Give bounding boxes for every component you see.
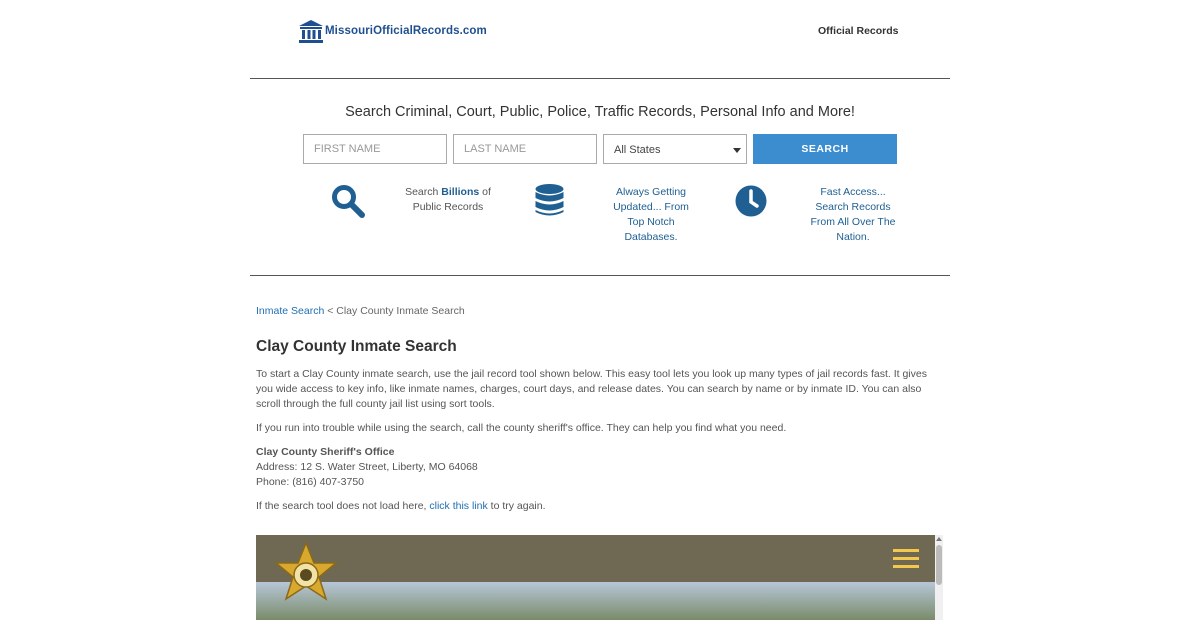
retry-paragraph <box>256 499 940 514</box>
state-select[interactable] <box>603 134 747 164</box>
section-divider <box>250 275 950 276</box>
search-button[interactable]: SEARCH <box>753 134 897 164</box>
feature-billions-post: of Public Records <box>412 186 491 213</box>
office-phone: Phone: (816) 407-3750 <box>256 476 364 488</box>
site-logo[interactable] <box>298 19 487 43</box>
breadcrumb-inmate-search[interactable]: Inmate Search <box>256 305 325 317</box>
breadcrumb-separator: < <box>324 305 337 317</box>
header-divider <box>250 78 950 79</box>
feature-fast <box>808 185 898 245</box>
feature-updated <box>608 185 694 245</box>
sheriff-badge-icon <box>273 541 339 613</box>
sheriff-office-block <box>256 445 940 490</box>
site-header <box>0 0 1200 79</box>
retry-post: to try again. <box>487 500 546 512</box>
search-headline: Search Criminal, Court, Public, Police, Traffic Records, Personal Info and More! <box>345 104 855 120</box>
menu-icon[interactable] <box>893 549 919 568</box>
feature-fast-line2: Search Records From All Over The Nation. <box>810 201 896 243</box>
clock-icon <box>735 185 767 217</box>
intro-paragraph: To start a Clay County inmate search, use the jail record tool shown below. This easy tool lets you look up many types of jail records fast. It gives you wide access to key info, like inmate names, charges, court days, and release dates. You can search by name or by inmate ID. You can also scroll through the full county jail list using sort tools. <box>256 368 927 410</box>
feature-updated-line2: Top Notch Databases. <box>624 216 678 243</box>
chevron-down-icon <box>733 148 741 153</box>
page-title: Clay County Inmate Search <box>256 338 457 355</box>
first-name-input[interactable] <box>303 134 447 164</box>
courthouse-icon <box>298 19 324 43</box>
retry-pre: If the search tool does not load here, <box>256 500 430 512</box>
feature-fast-line1: Fast Access... <box>820 186 886 198</box>
inmate-search-embed[interactable] <box>256 535 935 620</box>
embed-hero-image <box>256 582 935 620</box>
trouble-paragraph: If you run into trouble while using the search, call the county sheriff's office. They can help you find what you need. <box>256 422 787 434</box>
office-name: Clay County Sheriff's Office <box>256 446 395 458</box>
office-address: Address: 12 S. Water Street, Liberty, MO 64068 <box>256 461 478 473</box>
feature-updated-line1: Always Getting Updated... From <box>613 186 689 213</box>
state-select-value: All States <box>614 144 661 156</box>
embed-scrollbar[interactable] <box>935 535 943 620</box>
logo-text: MissouriOfficialRecords.com <box>325 25 487 37</box>
feature-billions <box>398 185 498 215</box>
search-icon <box>331 184 365 218</box>
embed-header-bar <box>256 535 935 582</box>
feature-billions-bold: Billions <box>441 186 480 198</box>
scroll-up-icon[interactable] <box>936 537 942 541</box>
retry-link[interactable]: click this link <box>429 500 488 512</box>
scroll-thumb[interactable] <box>936 545 942 585</box>
nav-official-records[interactable]: Official Records <box>818 25 899 37</box>
feature-billions-pre: Search <box>405 186 442 198</box>
last-name-input[interactable] <box>453 134 597 164</box>
breadcrumb-current: Clay County Inmate Search <box>336 305 465 317</box>
breadcrumb <box>256 305 465 317</box>
database-icon <box>535 184 564 217</box>
